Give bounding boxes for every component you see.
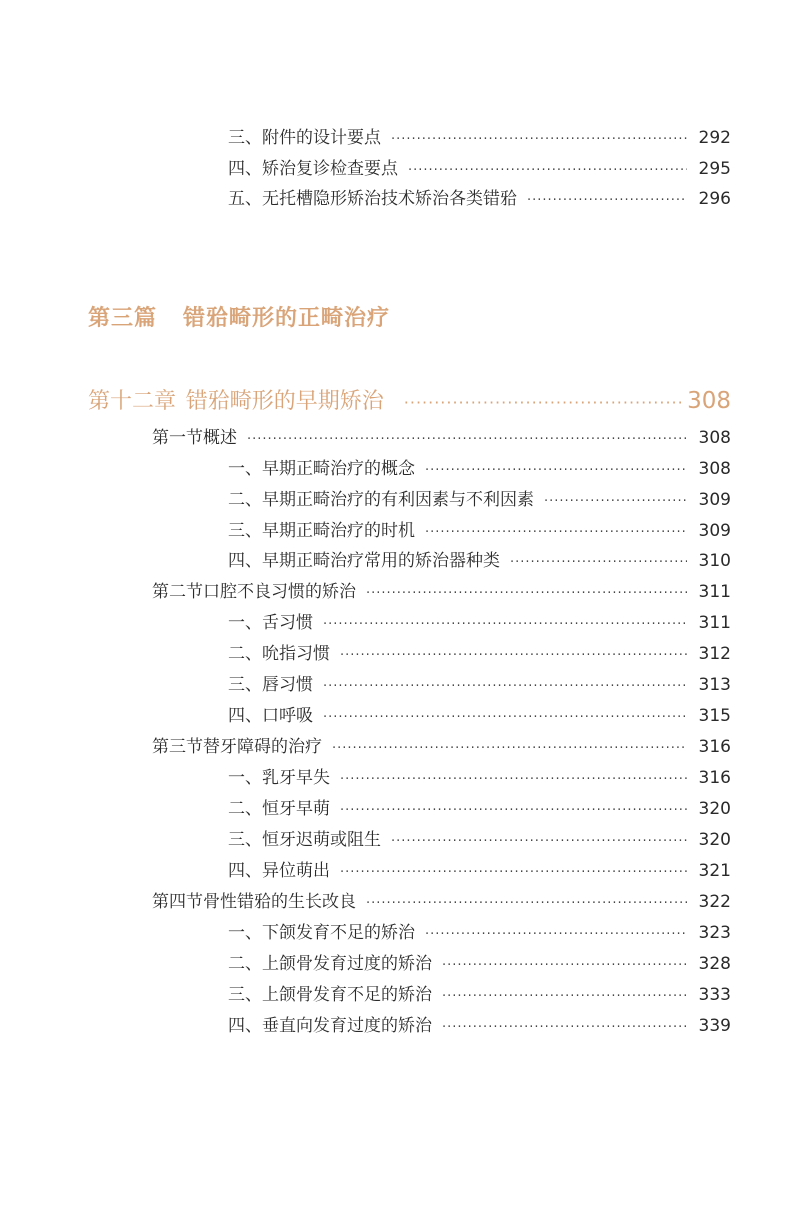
toc-entry[interactable] [228, 797, 731, 823]
toc-entry-label: 三、恒牙迟萌或阻生 [228, 830, 381, 850]
toc-entry[interactable] [228, 488, 731, 514]
page-number: 295 [698, 159, 731, 179]
section-number: 第一节 [152, 428, 203, 448]
section-number: 第三节 [152, 737, 203, 757]
toc-entry[interactable] [228, 673, 731, 699]
chapter-page-number: 308 [687, 388, 731, 414]
toc-entry-label: 五、无托槽隐形矫治技术矫治各类错𬌗 [228, 189, 517, 209]
chapter-number: 第十二章 [88, 389, 177, 414]
leader-dots [425, 459, 687, 483]
toc-entry-label: 三、早期正畸治疗的时机 [228, 521, 415, 541]
toc-entry[interactable] [228, 859, 731, 885]
page-number: 309 [698, 521, 731, 541]
leader-dots [323, 706, 687, 730]
page-number: 292 [698, 128, 731, 148]
toc-entry-label: 三、上颌骨发育不足的矫治 [228, 985, 432, 1005]
section-title: 概述 [203, 428, 237, 448]
toc-entry-label: 一、乳牙早失 [228, 768, 330, 788]
leader-dots [323, 613, 687, 637]
page-number: 315 [698, 706, 731, 726]
leader-dots [366, 892, 687, 916]
toc-entry-label: 三、附件的设计要点 [228, 128, 381, 148]
toc-entry[interactable] [228, 921, 731, 947]
leader-dots [332, 737, 687, 761]
toc-entry[interactable] [228, 126, 731, 152]
section-number: 第二节 [152, 582, 203, 602]
page-number: 316 [698, 768, 731, 788]
chapter-title: 错𬌗畸形的早期矫治 [185, 389, 384, 414]
page-number: 333 [698, 985, 731, 1005]
leader-dots [408, 159, 687, 183]
toc-entry[interactable] [228, 983, 731, 1009]
page-number: 322 [698, 892, 731, 912]
part-number: 第三篇 [88, 306, 158, 331]
leader-dots [425, 923, 687, 947]
page-number: 328 [698, 954, 731, 974]
leader-dots [340, 861, 687, 885]
page-number: 320 [698, 830, 731, 850]
section-entry[interactable] [152, 735, 731, 761]
page-number: 316 [698, 737, 731, 757]
section-title: 口腔不良习惯的矫治 [203, 582, 356, 602]
leader-dots [544, 490, 687, 514]
page-number: 320 [698, 799, 731, 819]
leader-dots [527, 189, 687, 213]
toc-entry[interactable] [228, 1014, 731, 1040]
toc-entry-label: 四、口呼吸 [228, 706, 313, 726]
toc-entry[interactable] [228, 157, 731, 183]
section-entry[interactable] [152, 426, 731, 452]
toc-entry-label: 四、早期正畸治疗常用的矫治器种类 [228, 551, 500, 571]
leader-dots [442, 954, 687, 978]
leader-dots [366, 582, 687, 606]
page-number: 311 [698, 582, 731, 602]
leader-dots [323, 675, 687, 699]
page-number: 339 [698, 1016, 731, 1036]
toc-entry[interactable] [228, 642, 731, 668]
toc-entry[interactable] [228, 457, 731, 483]
page-number: 309 [698, 490, 731, 510]
page-number: 296 [698, 189, 731, 209]
leader-dots [404, 393, 681, 412]
toc-entry[interactable] [228, 519, 731, 545]
toc-entry[interactable] [228, 187, 731, 213]
page-number: 313 [698, 675, 731, 695]
section-title: 骨性错𬌗的生长改良 [203, 892, 356, 912]
toc-entry-label: 二、恒牙早萌 [228, 799, 330, 819]
page-number: 321 [698, 861, 731, 881]
page-number: 308 [698, 428, 731, 448]
toc-entry-label: 四、垂直向发育过度的矫治 [228, 1016, 432, 1036]
toc-entry-label: 一、下颌发育不足的矫治 [228, 923, 415, 943]
toc-entry[interactable] [228, 704, 731, 730]
page-number: 310 [698, 551, 731, 571]
toc-entry[interactable] [228, 952, 731, 978]
toc-entry-label: 一、早期正畸治疗的概念 [228, 459, 415, 479]
leader-dots [340, 799, 687, 823]
page-number: 312 [698, 644, 731, 664]
toc-entry-label: 四、异位萌出 [228, 861, 330, 881]
leader-dots [425, 521, 687, 545]
toc-entry-label: 四、矫治复诊检查要点 [228, 159, 398, 179]
chapter-entry[interactable] [88, 384, 731, 415]
toc-entry-label: 三、唇习惯 [228, 675, 313, 695]
toc-entry-label: 二、早期正畸治疗的有利因素与不利因素 [228, 490, 534, 510]
page-number: 323 [698, 923, 731, 943]
leader-dots [247, 428, 687, 452]
toc-entry[interactable] [228, 766, 731, 792]
leader-dots [340, 768, 687, 792]
section-number: 第四节 [152, 892, 203, 912]
section-title: 替牙障碍的治疗 [203, 737, 322, 757]
toc-entry-label: 二、吮指习惯 [228, 644, 330, 664]
page-number: 311 [698, 613, 731, 633]
section-entry[interactable] [152, 580, 731, 606]
toc-entry[interactable] [228, 611, 731, 637]
leader-dots [391, 128, 687, 152]
toc-entry-label: 二、上颌骨发育过度的矫治 [228, 954, 432, 974]
part-name: 错𬌗畸形的正畸治疗 [183, 306, 391, 331]
leader-dots [510, 551, 687, 575]
section-entry[interactable] [152, 890, 731, 916]
leader-dots [442, 1016, 687, 1040]
leader-dots [391, 830, 687, 854]
part-title [88, 301, 390, 332]
toc-entry-label: 一、舌习惯 [228, 613, 313, 633]
toc-entry[interactable] [228, 828, 731, 854]
leader-dots [340, 644, 687, 668]
leader-dots [442, 985, 687, 1009]
toc-entry[interactable] [228, 549, 731, 575]
page-number: 308 [698, 459, 731, 479]
